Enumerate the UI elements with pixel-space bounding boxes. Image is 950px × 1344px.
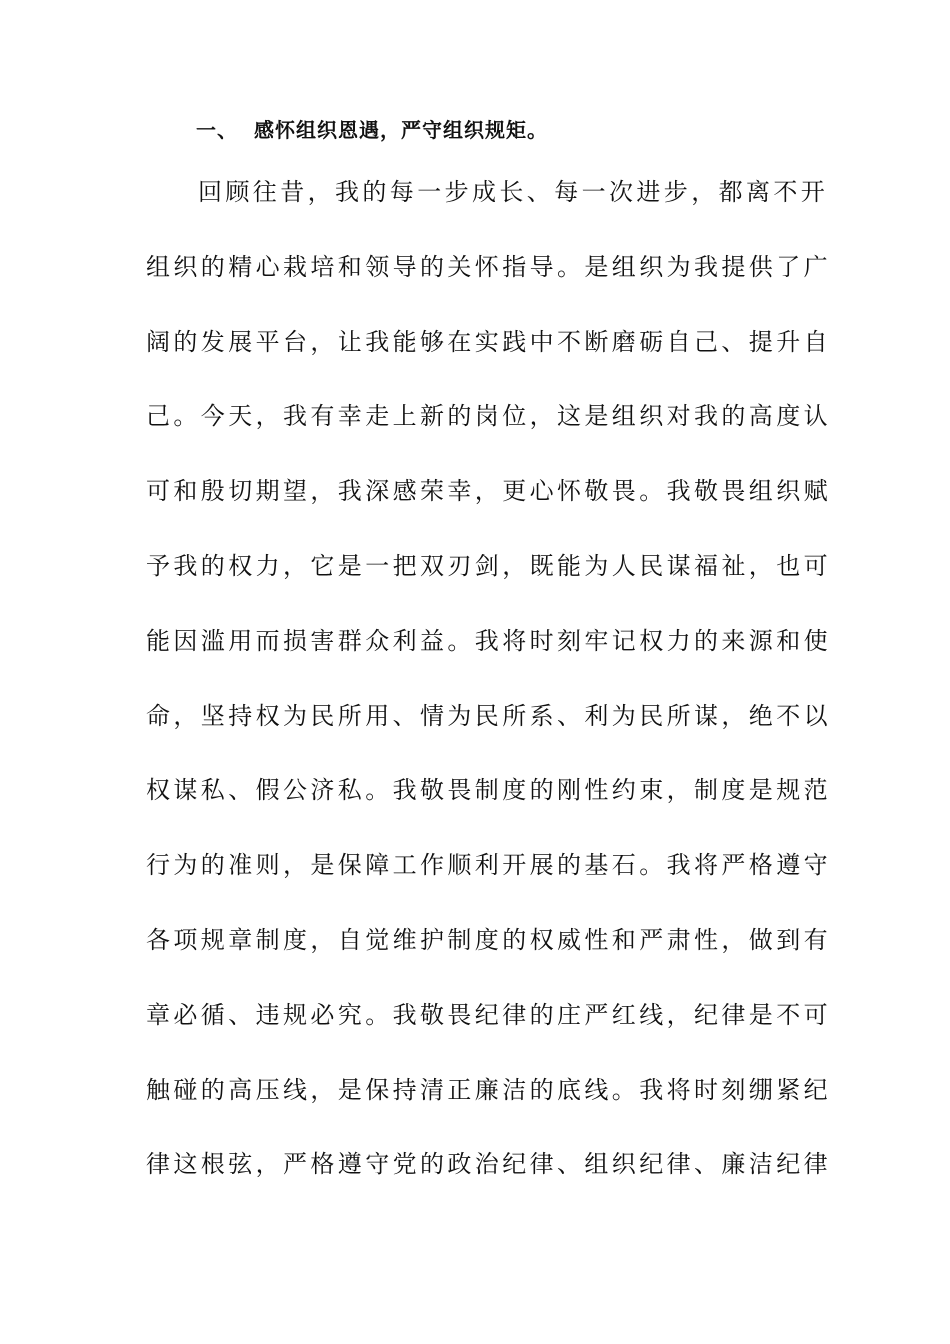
- paragraph-line: 可和殷切期望，我深感荣幸，更心怀敬畏。我敬畏组织赋: [146, 477, 831, 506]
- section-heading: [196, 114, 548, 143]
- paragraph-line: 己。今天，我有幸走上新的岗位，这是组织对我的高度认: [146, 402, 831, 431]
- paragraph-line: 命，坚持权为民所用、情为民所系、利为民所谋，绝不以: [146, 701, 831, 730]
- paragraph-line: 能因滥用而损害群众利益。我将时刻牢记权力的来源和使: [146, 626, 831, 655]
- paragraph-line: 各项规章制度，自觉维护制度的权威性和严肃性，做到有: [146, 925, 831, 954]
- section-number: 一、: [196, 118, 238, 142]
- paragraph-line: 章必循、违规必究。我敬畏纪律的庄严红线，纪律是不可: [146, 1000, 831, 1029]
- paragraph-line: 阔的发展平台，让我能够在实践中不断磨砺自己、提升自: [146, 327, 831, 356]
- body-paragraph: [146, 170, 831, 1217]
- paragraph-line: 组织的精心栽培和领导的关怀指导。是组织为我提供了广: [146, 252, 831, 281]
- paragraph-line: 触碰的高压线，是保持清正廉洁的底线。我将时刻绷紧纪: [146, 1075, 831, 1104]
- paragraph-line: 予我的权力，它是一把双刃剑，既能为人民谋福祉，也可: [146, 551, 831, 580]
- paragraph-line: 权谋私、假公济私。我敬畏制度的刚性约束，制度是规范: [146, 776, 831, 805]
- paragraph-line: 行为的准则，是保障工作顺利开展的基石。我将严格遵守: [146, 851, 831, 880]
- paragraph-line: 回顾往昔，我的每一步成长、每一次进步，都离不开: [198, 178, 829, 206]
- section-title: 感怀组织恩遇，严守组织规矩。: [254, 118, 548, 142]
- paragraph-line: 律这根弦，严格遵守党的政治纪律、组织纪律、廉洁纪律: [146, 1150, 831, 1179]
